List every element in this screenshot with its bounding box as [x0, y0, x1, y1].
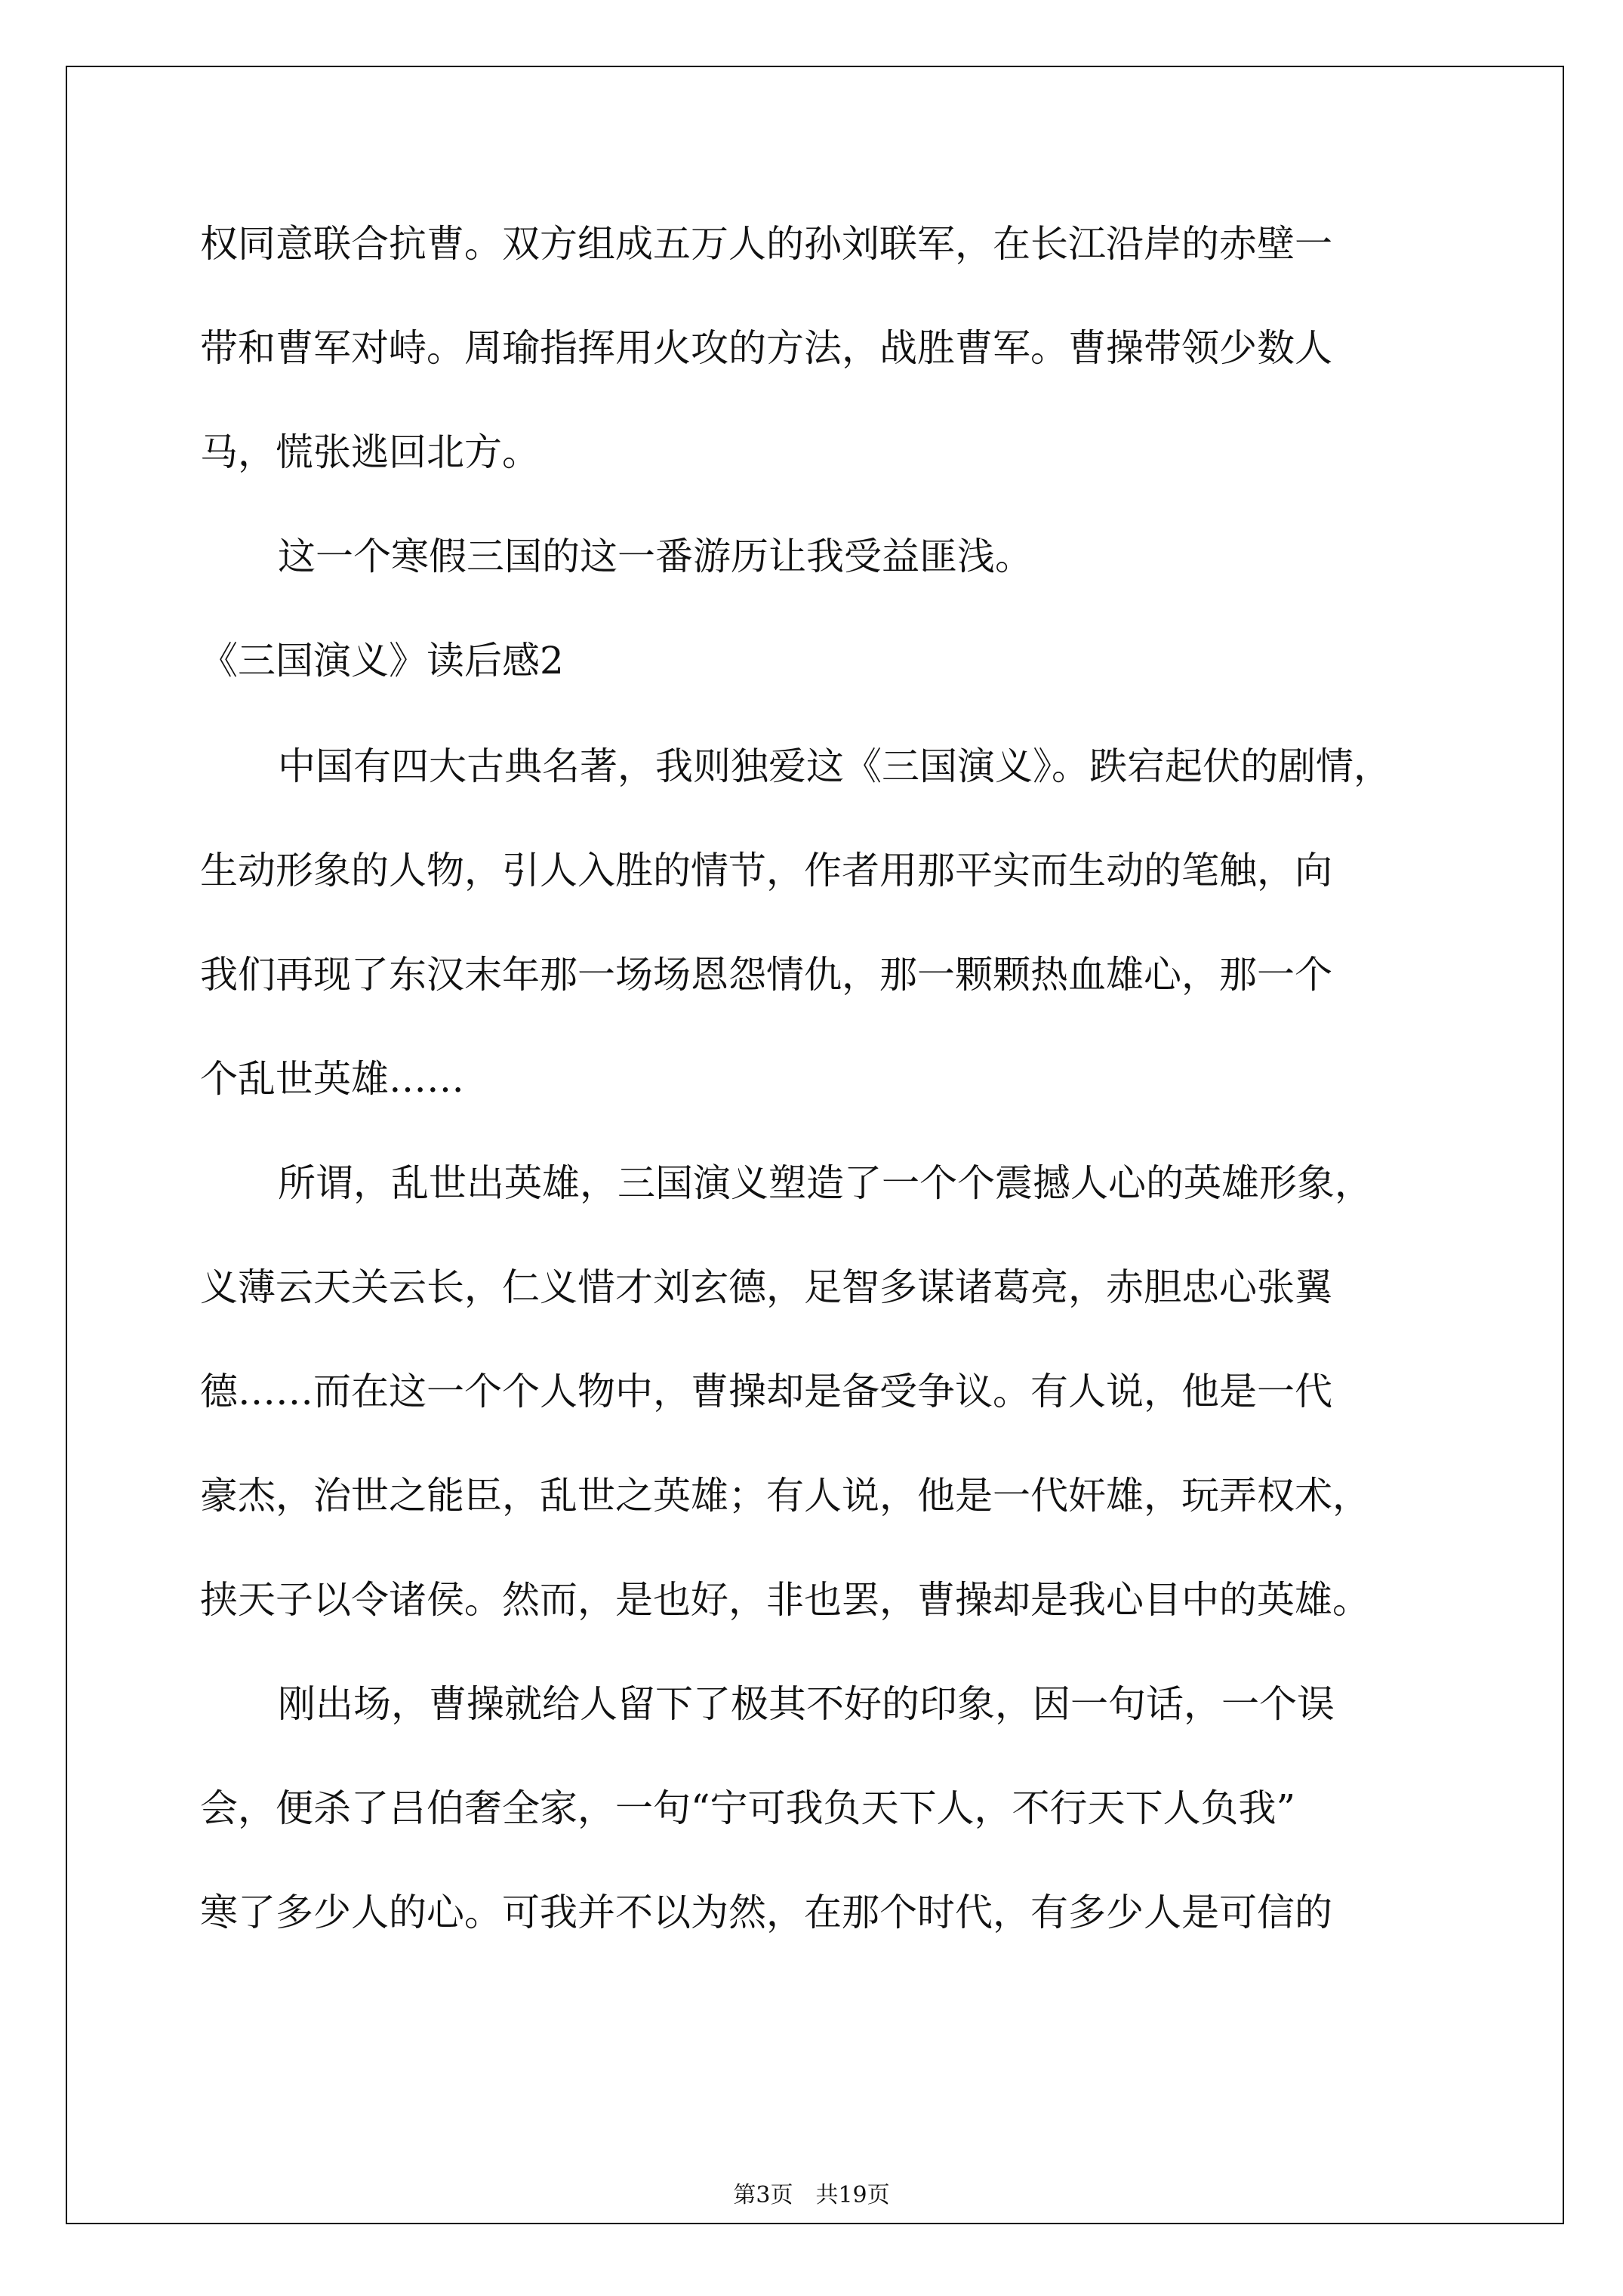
- text-line-7: 生动形象的人物，引人入胜的情节，作者用那平实而生动的笔触，向: [200, 849, 1332, 892]
- text-line-14: 挟天子以令诸侯。然而，是也好，非也罢，曹操却是我心目中的英雄。: [200, 1578, 1370, 1622]
- text-line-12: 德……而在这一个个人物中，曹操却是备受争议。有人说，他是一代: [200, 1370, 1332, 1413]
- paragraph-line-6: 中国有四大古典名著，我则独爱这《三国演义》。跌宕起伏的剧情，: [278, 744, 1391, 788]
- text-line-8: 我们再现了东汉末年那一场场恩怨情仇，那一颗颗热血雄心，那一个: [200, 953, 1332, 997]
- text-line-16: 会，便杀了吕伯奢全家，一句“宁可我负天下人，不行天下人负我”: [200, 1786, 1296, 1830]
- text-line-9: 个乱世英雄……: [200, 1057, 464, 1101]
- text-line-2: 带和曹军对峙。周瑜指挥用火攻的方法，战胜曹军。曹操带领少数人: [200, 326, 1332, 370]
- paragraph-line-4: 这一个寒假三国的这一番游历让我受益匪浅。: [278, 535, 1033, 578]
- page-number-footer: 第3页 共19页: [733, 2182, 890, 2208]
- section-heading: 《三国演义》读后感2: [200, 639, 564, 683]
- text-line-13: 豪杰，治世之能臣，乱世之英雄；有人说，他是一代奸雄，玩弄权术，: [200, 1474, 1370, 1518]
- text-line-11: 义薄云天关云长，仁义惜才刘玄德，足智多谋诸葛亮，赤胆忠心张翼: [200, 1265, 1332, 1309]
- text-line-3: 马，慌张逃回北方。: [200, 430, 540, 474]
- text-line-1: 权同意联合抗曹。双方组成五万人的孙刘联军，在长江沿岸的赤壁一: [200, 222, 1332, 266]
- paragraph-line-10: 所谓，乱世出英雄，三国演义塑造了一个个震撼人心的英雄形象，: [278, 1161, 1372, 1205]
- paragraph-line-15: 刚出场，曹操就给人留下了极其不好的印象，因一句话，一个误: [278, 1682, 1335, 1726]
- text-line-17: 寒了多少人的心。可我并不以为然，在那个时代，有多少人是可信的: [200, 1891, 1332, 1934]
